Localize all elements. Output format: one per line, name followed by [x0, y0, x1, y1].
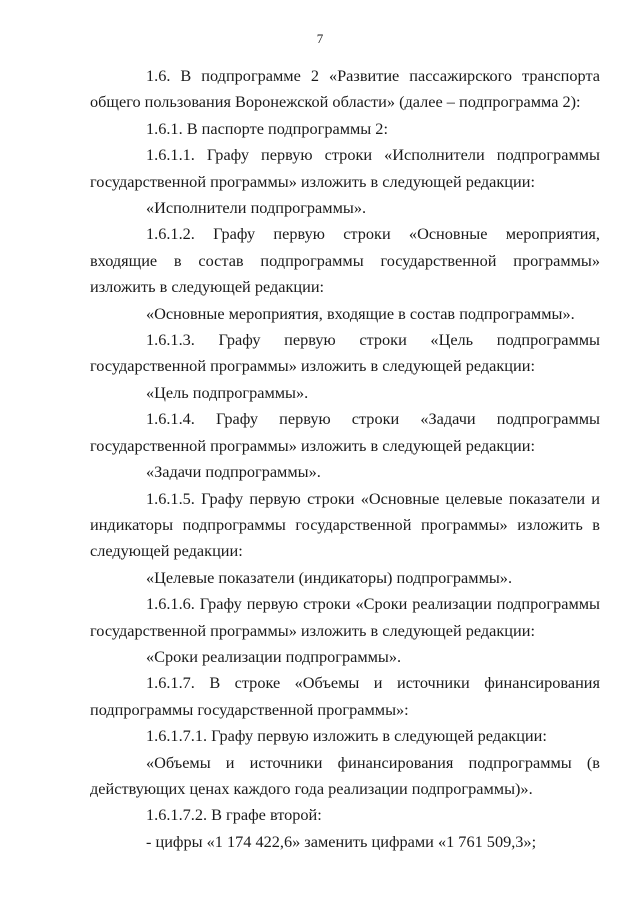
quote-1-6-1-7-1: «Объемы и источники финансирования подпрограммы (в действующих ценах каждого года реализации подпрограммы)». — [90, 752, 600, 798]
quote-1-6-1-3: «Цель подпрограммы». — [146, 382, 309, 402]
quote-1-6-1-5: «Целевые показатели (индикаторы) подпрограммы». — [146, 567, 513, 587]
paragraph-1-6-1-7-2: 1.6.1.7.2. В графе второй: — [146, 805, 322, 825]
list-item-digits-replace: - цифры «1 174 422,6» заменить цифрами «1 761 509,3»; — [146, 831, 537, 851]
page-number: 7 — [316, 31, 324, 46]
paragraph-1-6-1-3: 1.6.1.3. Графу первую строки «Цель подпрограммы государственной программы» изложить в следующей редакции: — [90, 330, 600, 376]
quote-1-6-1-4: «Задачи подпрограммы». — [146, 462, 321, 482]
paragraph-1-6-1-6: 1.6.1.6. Графу первую строки «Сроки реализации подпрограммы государственной программы» изложить в следующей редакции: — [90, 594, 600, 640]
paragraph-1-6-1-7: 1.6.1.7. В строке «Объемы и источники финансирования подпрограммы государственной программы»: — [90, 673, 600, 719]
paragraph-1-6-1: 1.6.1. В паспорте подпрограммы 2: — [146, 118, 388, 138]
document-body — [90, 63, 600, 855]
paragraph-1-6-1-5: 1.6.1.5. Графу первую строки «Основные целевые показатели и индикаторы подпрограммы государственной программы» изложить в следующей редакции: — [90, 488, 600, 561]
paragraph-1-6: 1.6. В подпрограмме 2 «Развитие пассажирского транспорта общего пользования Воронежской области» (далее – подпрограмма 2): — [90, 66, 600, 112]
paragraph-1-6-1-7-1: 1.6.1.7.1. Графу первую изложить в следующей редакции: — [146, 726, 547, 746]
paragraph-1-6-1-1: 1.6.1.1. Графу первую строки «Исполнители подпрограммы государственной программы» изложить в следующей редакции: — [90, 145, 600, 191]
quote-1-6-1-6: «Сроки реализации подпрограммы». — [146, 646, 402, 666]
quote-1-6-1-2: «Основные мероприятия, входящие в состав подпрограммы». — [146, 303, 575, 323]
paragraph-1-6-1-2: 1.6.1.2. Графу первую строки «Основные мероприятия, входящие в состав подпрограммы государственной программы» изложить в следующей редакции: — [90, 224, 600, 297]
paragraph-1-6-1-4: 1.6.1.4. Графу первую строки «Задачи подпрограммы государственной программы» изложить в следующей редакции: — [90, 409, 600, 455]
quote-1-6-1-1: «Исполнители подпрограммы». — [146, 198, 367, 218]
